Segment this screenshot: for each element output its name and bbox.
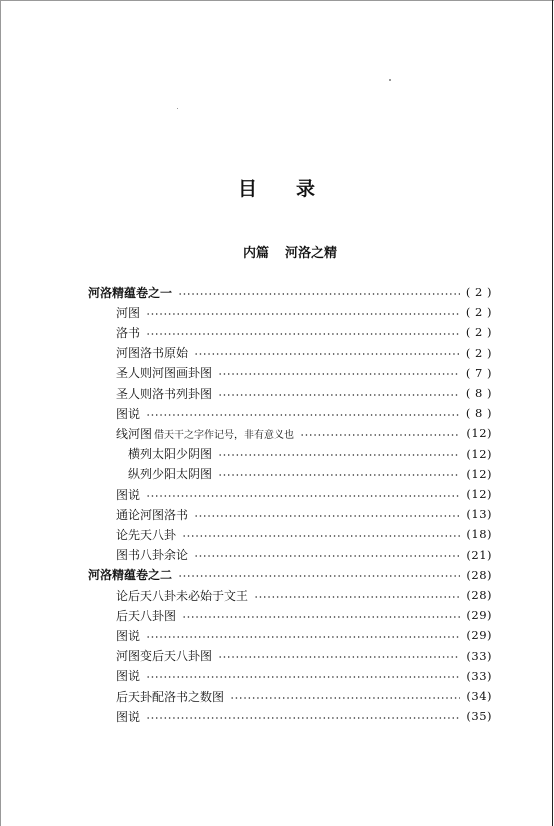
toc-page-number: ( 2 ) <box>465 325 492 340</box>
toc-entry-title <box>116 425 294 442</box>
toc-entry-title <box>116 385 212 402</box>
scan-speck <box>177 108 178 109</box>
toc-entry[interactable] <box>116 625 492 645</box>
toc-entry[interactable] <box>116 524 492 544</box>
toc-entry-title <box>116 708 140 725</box>
toc-entry[interactable] <box>116 383 492 403</box>
toc-entry-text: 通论河图洛书 <box>116 507 189 522</box>
toc-entry[interactable] <box>116 545 492 565</box>
toc-leader-dots <box>146 495 460 497</box>
toc-entry-title <box>128 465 212 482</box>
toc-entry-text: 后天卦配洛书之数图 <box>116 689 225 704</box>
toc-entry-text: 图说 <box>116 709 141 724</box>
toc-leader-dots <box>146 717 460 719</box>
toc-entry[interactable] <box>116 605 492 625</box>
toc-entry[interactable] <box>116 484 492 504</box>
section-name: 河洛之精 <box>285 246 338 261</box>
toc-entry-text: 论先天八卦 <box>116 527 177 542</box>
toc-entry-title <box>88 566 172 583</box>
toc-page-number: (13) <box>466 507 492 522</box>
toc-entry-text: 线河图 <box>116 426 153 441</box>
title-right-char: 录 <box>296 178 317 200</box>
toc-entry-text: 图说 <box>116 669 141 684</box>
toc-entry[interactable] <box>116 302 492 322</box>
toc-leader-dots <box>146 313 460 315</box>
toc-leader-dots <box>178 293 460 295</box>
toc-entry[interactable] <box>116 646 492 666</box>
toc-entry-text: 河图变后天八卦图 <box>116 649 213 664</box>
toc-entry[interactable] <box>116 666 492 686</box>
toc-page-number: (21) <box>466 547 492 562</box>
toc-page-number: (28) <box>466 567 492 582</box>
toc-entry-title <box>88 284 172 301</box>
page-edge-top <box>0 0 554 1</box>
toc-entry-text: 河图洛书原始 <box>116 346 189 361</box>
toc-entry[interactable] <box>116 686 492 706</box>
toc-entry-title <box>116 506 188 523</box>
toc-entry-title <box>116 667 140 684</box>
toc-entry-title <box>116 304 140 321</box>
toc-entry[interactable] <box>128 464 492 484</box>
toc-page-number: (28) <box>466 588 492 602</box>
toc-entry-title <box>116 546 188 563</box>
toc-leader-dots <box>146 333 460 335</box>
toc-page-number: ( 7 ) <box>465 365 492 380</box>
toc-leader-dots <box>218 474 460 476</box>
toc-leader-dots <box>182 535 460 537</box>
toc-page-number: (33) <box>466 648 492 663</box>
toc-entry[interactable] <box>88 282 492 302</box>
toc-page-number: (29) <box>466 628 492 643</box>
section-heading <box>0 242 554 261</box>
toc-entry-title <box>116 688 224 705</box>
toc-page-number: (34) <box>466 689 492 703</box>
toc-leader-dots <box>194 353 460 355</box>
toc-entry-title <box>116 344 188 361</box>
toc-entry[interactable] <box>116 363 492 383</box>
toc-entry-note: 借天干之字作记号，非有意义也 <box>154 429 295 441</box>
toc-leader-dots <box>146 676 460 678</box>
toc-entry-text: 纵列少阳太阴图 <box>128 467 213 482</box>
toc-leader-dots <box>254 596 460 598</box>
toc-leader-dots <box>218 656 460 658</box>
page-edge-right <box>552 0 553 826</box>
toc-entry-text: 圣人则洛书列卦图 <box>116 386 213 401</box>
scan-speck <box>389 79 391 81</box>
toc-entry[interactable] <box>116 403 492 423</box>
toc-entry[interactable] <box>116 322 492 342</box>
toc-page-number: ( 8 ) <box>465 386 492 400</box>
toc-page-number: ( 2 ) <box>465 285 492 299</box>
toc-entry-title <box>128 445 212 462</box>
title-left-char: 目 <box>237 178 258 200</box>
toc-entry-text: 河洛精蕴卷之一 <box>88 285 173 300</box>
toc-entry-text: 圣人则河图画卦图 <box>116 366 213 381</box>
toc-leader-dots <box>230 697 460 699</box>
toc-entry-text: 河图 <box>116 305 141 320</box>
toc-entry-title <box>116 627 140 644</box>
toc-leader-dots <box>218 373 460 375</box>
toc-entry-text: 后天八卦图 <box>116 608 177 623</box>
toc-leader-dots <box>300 434 460 436</box>
toc-page-number: (12) <box>466 446 492 461</box>
toc-entry-text: 图说 <box>116 406 141 421</box>
toc-entry-title <box>116 364 212 381</box>
toc-entry[interactable] <box>128 444 492 464</box>
toc-entry-title <box>116 587 248 604</box>
page-edge-left <box>0 0 1 826</box>
toc-entry[interactable] <box>116 423 492 443</box>
toc-leader-dots <box>218 454 460 456</box>
toc-leader-dots <box>194 555 460 557</box>
page-title <box>0 174 554 201</box>
toc-entry[interactable] <box>88 565 492 585</box>
toc-page-number: ( 8 ) <box>465 406 492 421</box>
toc-leader-dots <box>178 575 460 577</box>
toc-leader-dots <box>218 394 460 396</box>
toc-page-number: ( 2 ) <box>465 345 492 360</box>
toc-entry[interactable] <box>116 585 492 605</box>
toc-leader-dots <box>146 636 460 638</box>
toc-entry[interactable] <box>116 706 492 726</box>
toc-entry-text: 洛书 <box>116 325 141 340</box>
toc-entry-title <box>116 324 140 341</box>
toc-entry-title <box>116 647 212 664</box>
toc-leader-dots <box>194 515 460 517</box>
toc-entry-text: 图说 <box>116 487 141 502</box>
toc-entry-text: 论后天八卦未必始于文王 <box>116 588 249 603</box>
toc-entry-text: 河洛精蕴卷之二 <box>88 568 173 583</box>
section-label: 内篇 <box>242 246 269 261</box>
toc-entry-text: 图说 <box>116 628 141 643</box>
toc-page-number: (12) <box>466 466 492 481</box>
toc-entry[interactable] <box>116 504 492 524</box>
toc-page-number: (12) <box>466 487 492 501</box>
toc-entry-text: 图书八卦余论 <box>116 548 189 563</box>
toc-leader-dots <box>182 616 460 618</box>
toc-entry-title <box>116 405 140 422</box>
toc-page-number: (12) <box>466 426 492 441</box>
toc-entry-title <box>116 607 176 624</box>
toc-entry-title <box>116 486 140 503</box>
toc-entry[interactable] <box>116 343 492 363</box>
toc-entry-title <box>116 526 176 543</box>
toc-page-number: (33) <box>466 668 492 683</box>
toc-entry-text: 横列太阳少阴图 <box>128 447 213 462</box>
toc-page-number: (18) <box>466 527 492 542</box>
toc-leader-dots <box>146 414 460 416</box>
toc-page-number: (35) <box>466 709 492 724</box>
toc-page-number: ( 2 ) <box>465 305 492 320</box>
toc-page-number: (29) <box>466 608 492 623</box>
